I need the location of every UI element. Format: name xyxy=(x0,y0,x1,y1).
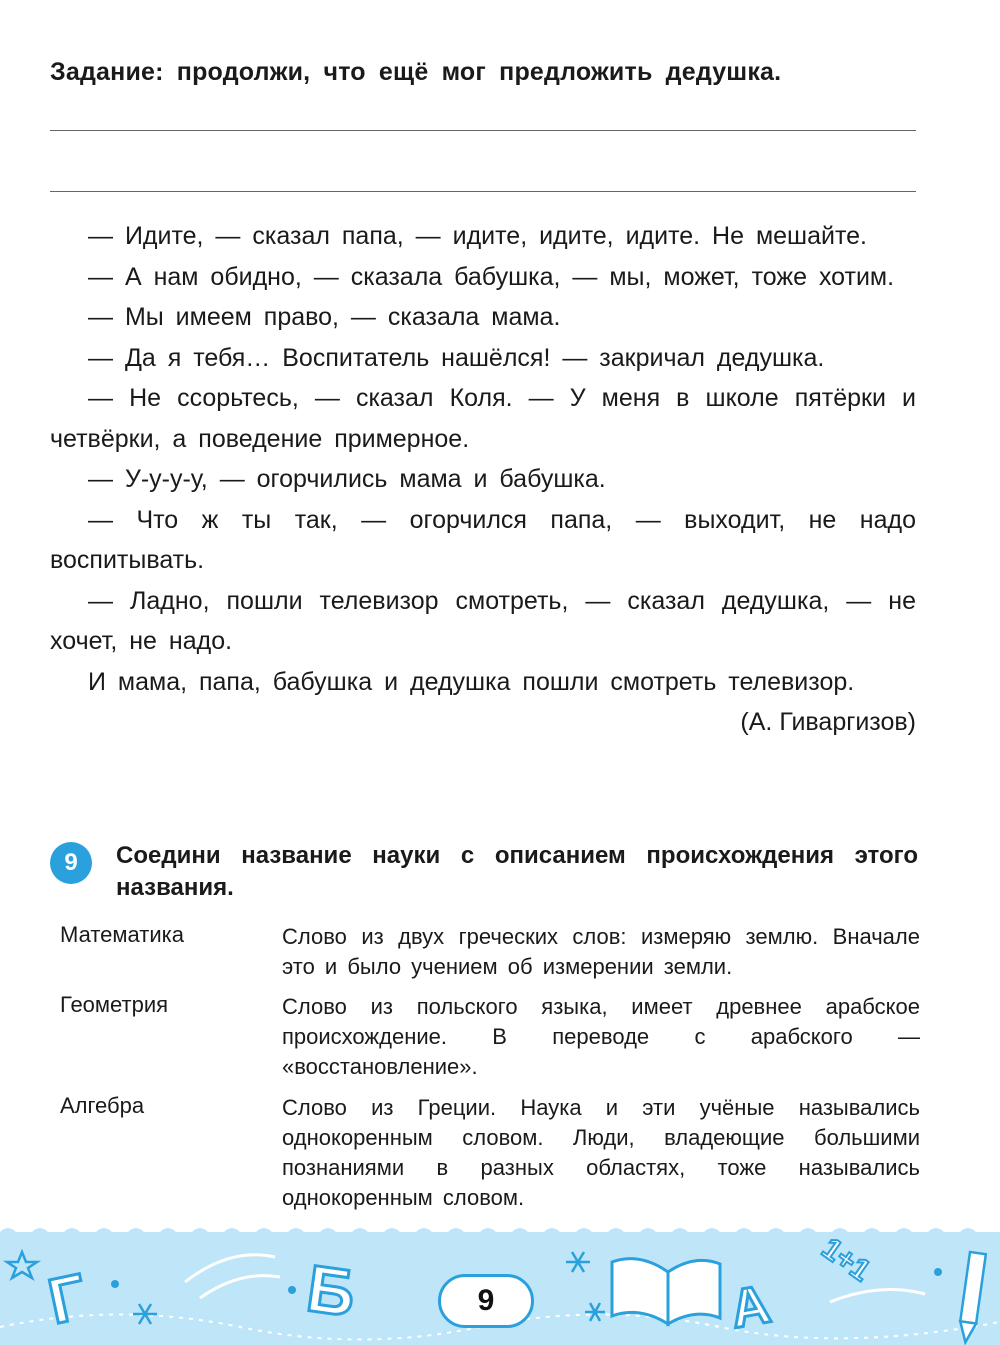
origin-description[interactable]: Слово из польского языка, имеет древнее арабское происхождение. В переводе с арабского — «восстановление». xyxy=(282,994,920,1079)
letter-decor: Б xyxy=(302,1250,360,1331)
swoosh-icon xyxy=(185,1255,275,1282)
answer-line[interactable] xyxy=(50,191,916,192)
task-prompt: Задание: продолжи, что ещё мог предложить дедушка. xyxy=(50,58,782,86)
story-paragraph: — Ладно, пошли телевизор смотреть, — сказал дедушка, — не хочет, не надо. xyxy=(50,586,916,655)
star-icon xyxy=(7,1252,37,1278)
swoosh-icon xyxy=(200,1276,280,1298)
story-paragraph: — Да я тебя… Воспитатель нашёлся! — закричал дедушка. xyxy=(88,343,825,372)
story-author: (А. Гиваргизов) xyxy=(740,708,916,736)
snowflake-icon xyxy=(585,1303,605,1321)
swoosh-icon xyxy=(830,1290,925,1303)
story-paragraph: — Идите, — сказал папа, — идите, идите, идите. Не мешайте. xyxy=(88,222,867,250)
story-paragraph: — А нам обидно, — сказала бабушка, — мы, может, тоже хотим. xyxy=(88,262,895,291)
snowflake-icon xyxy=(566,1252,590,1272)
exercise-number-badge: 9 xyxy=(50,842,92,884)
exercise-title: Соедини название науки с описанием происхождения этого названия. xyxy=(116,842,918,901)
story-paragraph: — Что ж ты так, — огорчился папа, — выходит, не надо воспитывать. xyxy=(50,505,916,574)
letter-decor: Г xyxy=(42,1259,93,1338)
origin-description[interactable]: Слово из Греции. Наука и эти учёные назывались однокоренным словом. Люди, владеющие большими познаниями в разных областях, тоже назывались однокоренным словом. xyxy=(282,1095,920,1210)
science-term[interactable]: Математика xyxy=(60,922,184,947)
page-number-badge xyxy=(438,1274,534,1328)
letter-decor: А xyxy=(725,1273,775,1340)
story-paragraph: — Не ссорьтесь, — сказал Коля. — У меня в школе пятёрки и четвёрки, а поведение примерное. xyxy=(50,384,916,453)
answer-line[interactable] xyxy=(50,130,916,131)
story-text xyxy=(50,216,916,743)
story-paragraph: — Мы имеем право, — сказала мама. xyxy=(88,303,561,331)
pencil-icon xyxy=(957,1252,985,1343)
footer-scallop-edge xyxy=(0,1222,1000,1232)
page-number: 9 xyxy=(477,1284,495,1317)
formula-decor: 1+1 xyxy=(815,1232,877,1288)
origin-description[interactable]: Слово из двух греческих слов: измеряю землю. Вначале это и было учением об измерении земли. xyxy=(282,924,920,979)
story-paragraph: — У-у-у-у, — огорчились мама и бабушка. xyxy=(88,465,606,493)
science-term[interactable]: Геометрия xyxy=(60,992,169,1017)
science-term[interactable]: Алгебра xyxy=(60,1093,145,1118)
snowflake-icon xyxy=(133,1304,157,1324)
story-paragraph: И мама, папа, бабушка и дедушка пошли смотреть телевизор. xyxy=(88,667,855,696)
